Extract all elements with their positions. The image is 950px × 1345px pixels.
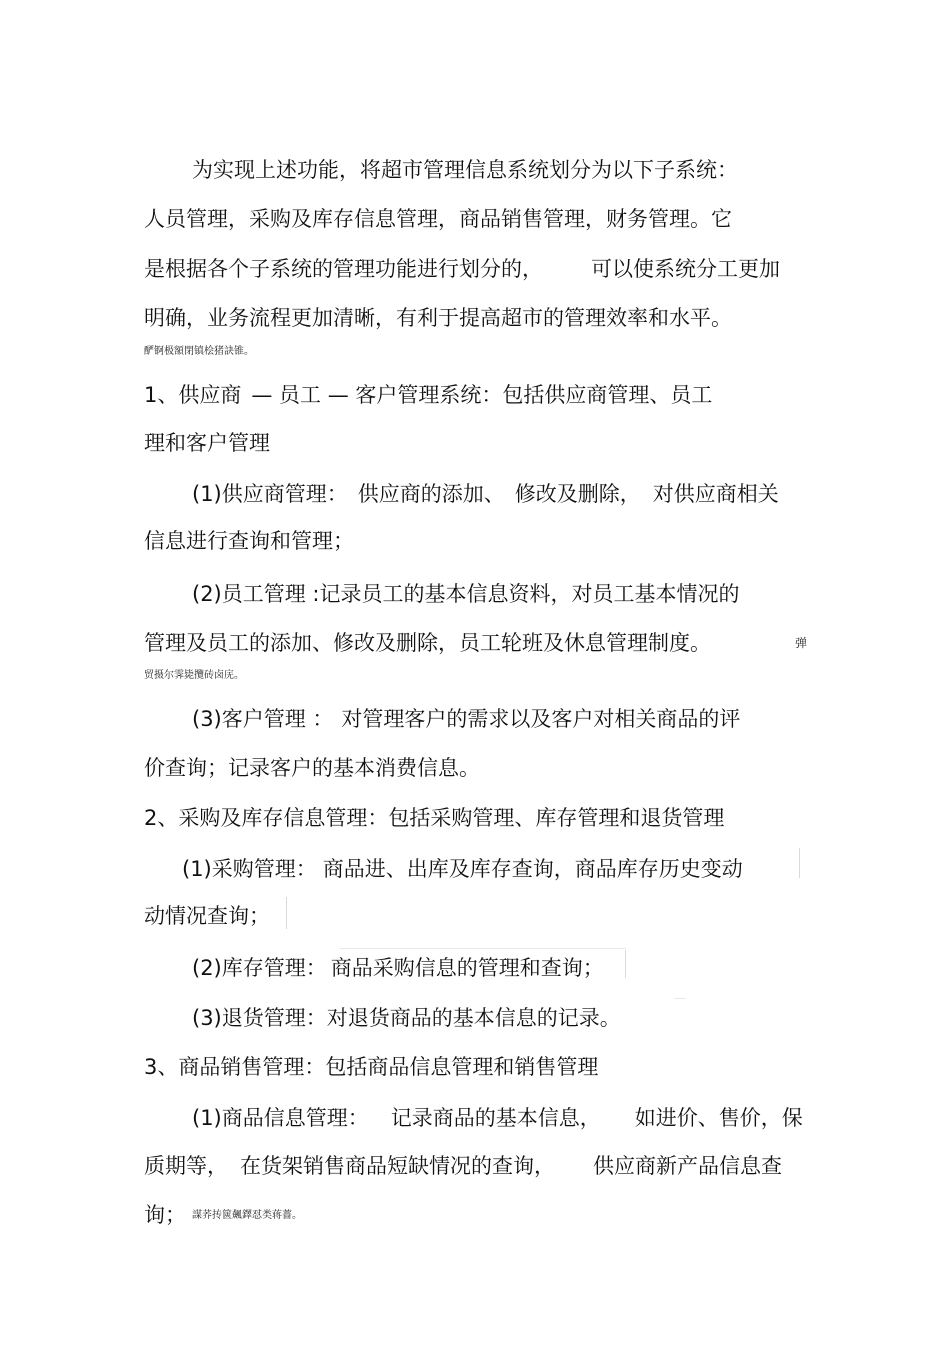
product-info-management-text-6: 询； (144, 1203, 186, 1227)
intro-line-3-part-2: 可以使系统分工更加 (591, 257, 780, 281)
product-info-management-text-2: 如进价、售价，保 (634, 1106, 803, 1130)
intro-line-1: 为实现上述功能，将超市管理信息系统划分为以下子系统： (192, 158, 738, 182)
section-1-title-part-2: — 员工 — 客户管理系统：包括供应商管理、员工 (251, 383, 713, 407)
noise-text-1: 酽锕极額閉镇桧猪訣锥。 (144, 346, 254, 357)
section-1-title (144, 382, 712, 408)
noise-text-3: 謀荞抟篋飆鐸怼类蒋薔。 (192, 1210, 302, 1221)
intro-line-3 (144, 256, 780, 282)
supplier-management-text-3: 对供应商相关 (652, 482, 779, 506)
product-info-management-text-4: 在货架销售商品短缺情况的查询， (240, 1154, 555, 1178)
inventory-management-line (192, 955, 604, 981)
intro-line-4: 明确，业务流程更加清晰，有利于提高超市的管理效率和水平。 (144, 306, 732, 330)
intro-line-3-part-1: 是根据各个子系统的管理功能进行划分的， (144, 257, 543, 281)
supplier-management-line-2: 信息进行查询和管理； (144, 529, 354, 553)
supplier-management-text-1: 供应商的添加、 (357, 482, 505, 506)
purchase-management-line-1 (182, 856, 743, 882)
faint-divider-1 (799, 848, 800, 878)
inventory-management-text: 商品采购信息的管理和查询； (330, 956, 604, 980)
noise-text-2b: 贸摄尔霁毙攬砖卤庑。 (144, 670, 244, 681)
purchase-management-line-2: 动情况查询； (144, 904, 270, 928)
faint-divider-4 (340, 948, 626, 949)
section-2-title: 2、采购及库存信息管理：包括采购管理、库存管理和退货管理 (144, 806, 725, 830)
section-3-title: 3、商品销售管理：包括商品信息管理和销售管理 (144, 1055, 599, 1079)
section-1-title-continued: 理和客户管理 (144, 431, 270, 455)
purchase-management-label: (1)采购管理： (182, 857, 317, 881)
supplier-management-label: (1)供应商管理： (192, 482, 348, 506)
product-info-management-text-1: 记录商品的基本信息， (390, 1106, 601, 1130)
customer-management-label: (3)客户管理 ： (192, 707, 334, 731)
noise-text-2a: 弹 (795, 636, 808, 650)
product-info-management-text-5: 供应商新产品信息查 (593, 1154, 782, 1178)
product-info-management-line-3 (144, 1202, 186, 1228)
intro-line-2: 人员管理，采购及库存信息管理，商品销售管理，财务管理。它 (144, 207, 732, 231)
purchase-management-text: 商品进、出库及库存查询，商品库存历史变动 (322, 857, 743, 881)
faint-divider-5 (674, 998, 686, 999)
section-1-title-part-1: 1、供应商 (144, 383, 242, 407)
supplier-management-text-2: 修改及删除， (514, 482, 641, 506)
product-info-management-line-2 (144, 1153, 782, 1179)
customer-management-line-2: 价查询；记录客户的基本消费信息。 (144, 756, 480, 780)
faint-divider-3 (625, 950, 626, 978)
faint-divider-2 (286, 897, 287, 929)
customer-management-line-1 (192, 706, 740, 732)
returns-management-line: (3)退货管理：对退货商品的基本信息的记录。 (192, 1006, 621, 1030)
product-info-management-label: (1)商品信息管理： (192, 1106, 369, 1130)
product-info-management-text-3: 质期等， (144, 1154, 228, 1178)
supplier-management-line-1 (192, 481, 779, 507)
employee-management-line-1: (2)员工管理 :记录员工的基本信息资料，对员工基本情况的 (192, 582, 740, 606)
product-info-management-line-1 (192, 1105, 803, 1131)
inventory-management-label: (2)库存管理： (192, 956, 327, 980)
customer-management-text: 对管理客户的需求以及客户对相关商品的评 (341, 707, 741, 731)
employee-management-line-2: 管理及员工的添加、修改及删除，员工轮班及休息管理制度。 (144, 631, 711, 655)
